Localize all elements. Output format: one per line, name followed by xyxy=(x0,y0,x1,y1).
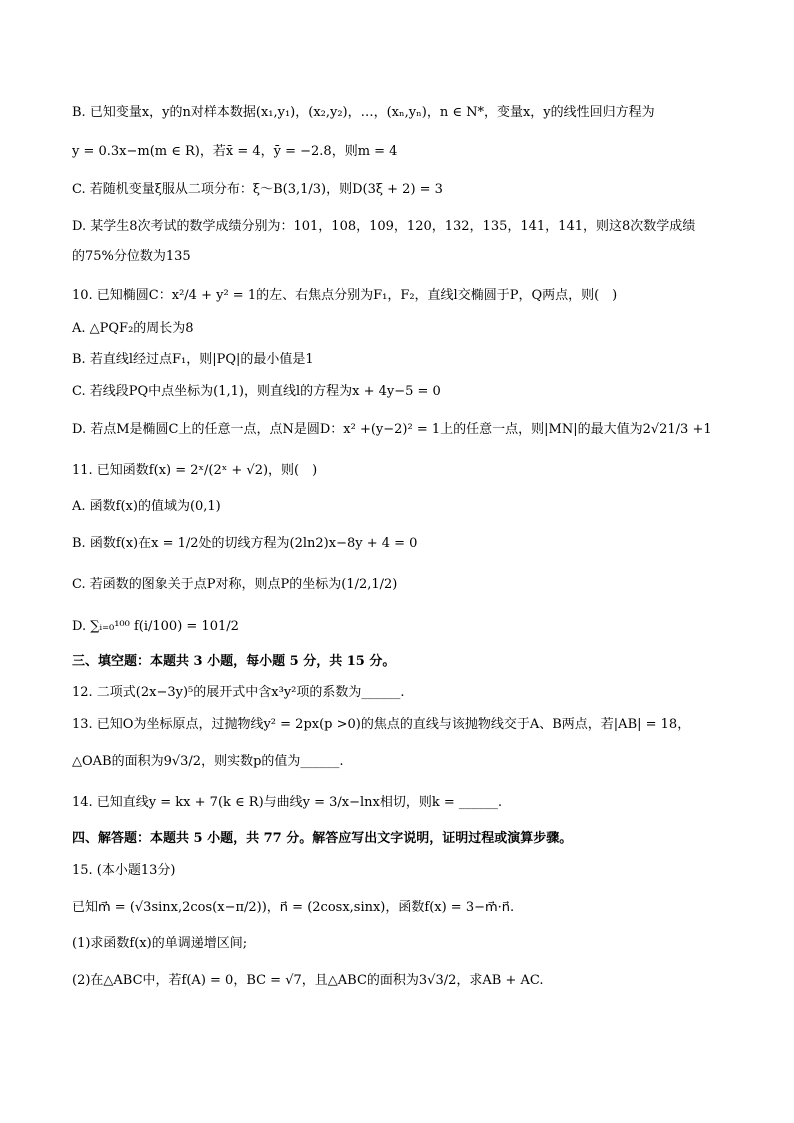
q15-part2: (2)在△ABC中，若f(A) = 0，BC = √7，且△ABC的面积为3√3/2，求AB + AC. xyxy=(72,973,544,988)
q13-line1: 13. 已知O为坐标原点，过抛物线y² = 2px(p >0)的焦点的直线与该抛物线交于A、B两点，若|AB| = 18， xyxy=(72,717,691,732)
q10-option-c: C. 若线段PQ中点坐标为(1,1)，则直线l的方程为x + 4y−5 = 0 xyxy=(72,384,441,399)
q11-option-b: B. 函数f(x)在x = 1/2处的切线方程为(2ln2)x−8y + 4 = 0 xyxy=(72,536,418,551)
q11-option-c: C. 若函数的图象关于点P对称，则点P的坐标为(1/2,1/2) xyxy=(72,577,398,592)
q12: 12. 二项式(2x−3y)⁵的展开式中含x³y²项的系数为______. xyxy=(72,685,405,700)
q11-option-d: D. ∑ᵢ₌₀¹⁰⁰ f(i/100) = 101/2 xyxy=(72,619,239,634)
q9-option-d-line2: 的75%分位数为135 xyxy=(72,249,191,264)
q9-option-b-line2: y = 0.3x−m(m ∈ R)，若x̄ = 4，ȳ = −2.8，则m = 4 xyxy=(72,144,398,159)
q15-stem: 已知m⃗ = (√3sinx,2cos(x−π/2))，n⃗ = (2cosx,sinx)，函数f(x) = 3−m⃗·n⃗. xyxy=(72,900,515,915)
q10-option-a: A. △PQF₂的周长为8 xyxy=(72,321,194,336)
q9-option-d-line1: D. 某学生8次考试的数学成绩分别为：101，108，109，120，132，135，141，141，则这8次数学成绩 xyxy=(72,219,696,234)
q11-option-a: A. 函数f(x)的值域为(0,1) xyxy=(72,499,221,514)
q9-option-b-line1: B. 已知变量x，y的n对样本数据(x₁,y₁)，(x₂,y₂)，…，(xₙ,yₙ)，n ∈ N*，变量x，y的线性回归方程为 xyxy=(72,105,655,120)
section-heading-fill-in: 三、填空题：本题共 3 小题，每小题 5 分，共 15 分。 xyxy=(72,654,396,669)
q11-stem: 11. 已知函数f(x) = 2ˣ/(2ˣ + √2)，则( ) xyxy=(72,463,318,478)
q15-title: 15. (本小题13分) xyxy=(72,863,176,878)
q10-stem: 10. 已知椭圆C：x²/4 + y² = 1的左、右焦点分别为F₁，F₂，直线l交椭圆于P，Q两点，则( ) xyxy=(72,288,618,303)
q10-option-d: D. 若点M是椭圆C上的任意一点，点N是圆D：x² +(y−2)² = 1上的任意一点，则|MN|的最大值为2√21/3 +1 xyxy=(72,422,712,437)
q9-option-c: C. 若随机变量ξ服从二项分布：ξ～B(3,1/3)，则D(3ξ + 2) = 3 xyxy=(72,182,443,197)
q10-option-b: B. 若直线l经过点F₁，则|PQ|的最小值是1 xyxy=(72,352,314,367)
q15-part1: (1)求函数f(x)的单调递增区间; xyxy=(72,936,248,951)
section-heading-solutions: 四、解答题：本题共 5 小题，共 77 分。解答应写出文字说明，证明过程或演算步骤。 xyxy=(72,831,573,846)
q14: 14. 已知直线y = kx + 7(k ∈ R)与曲线y = 3/x−lnx相切，则k = ______. xyxy=(72,795,503,810)
q13-line2: △OAB的面积为9√3/2，则实数p的值为______. xyxy=(72,754,344,769)
